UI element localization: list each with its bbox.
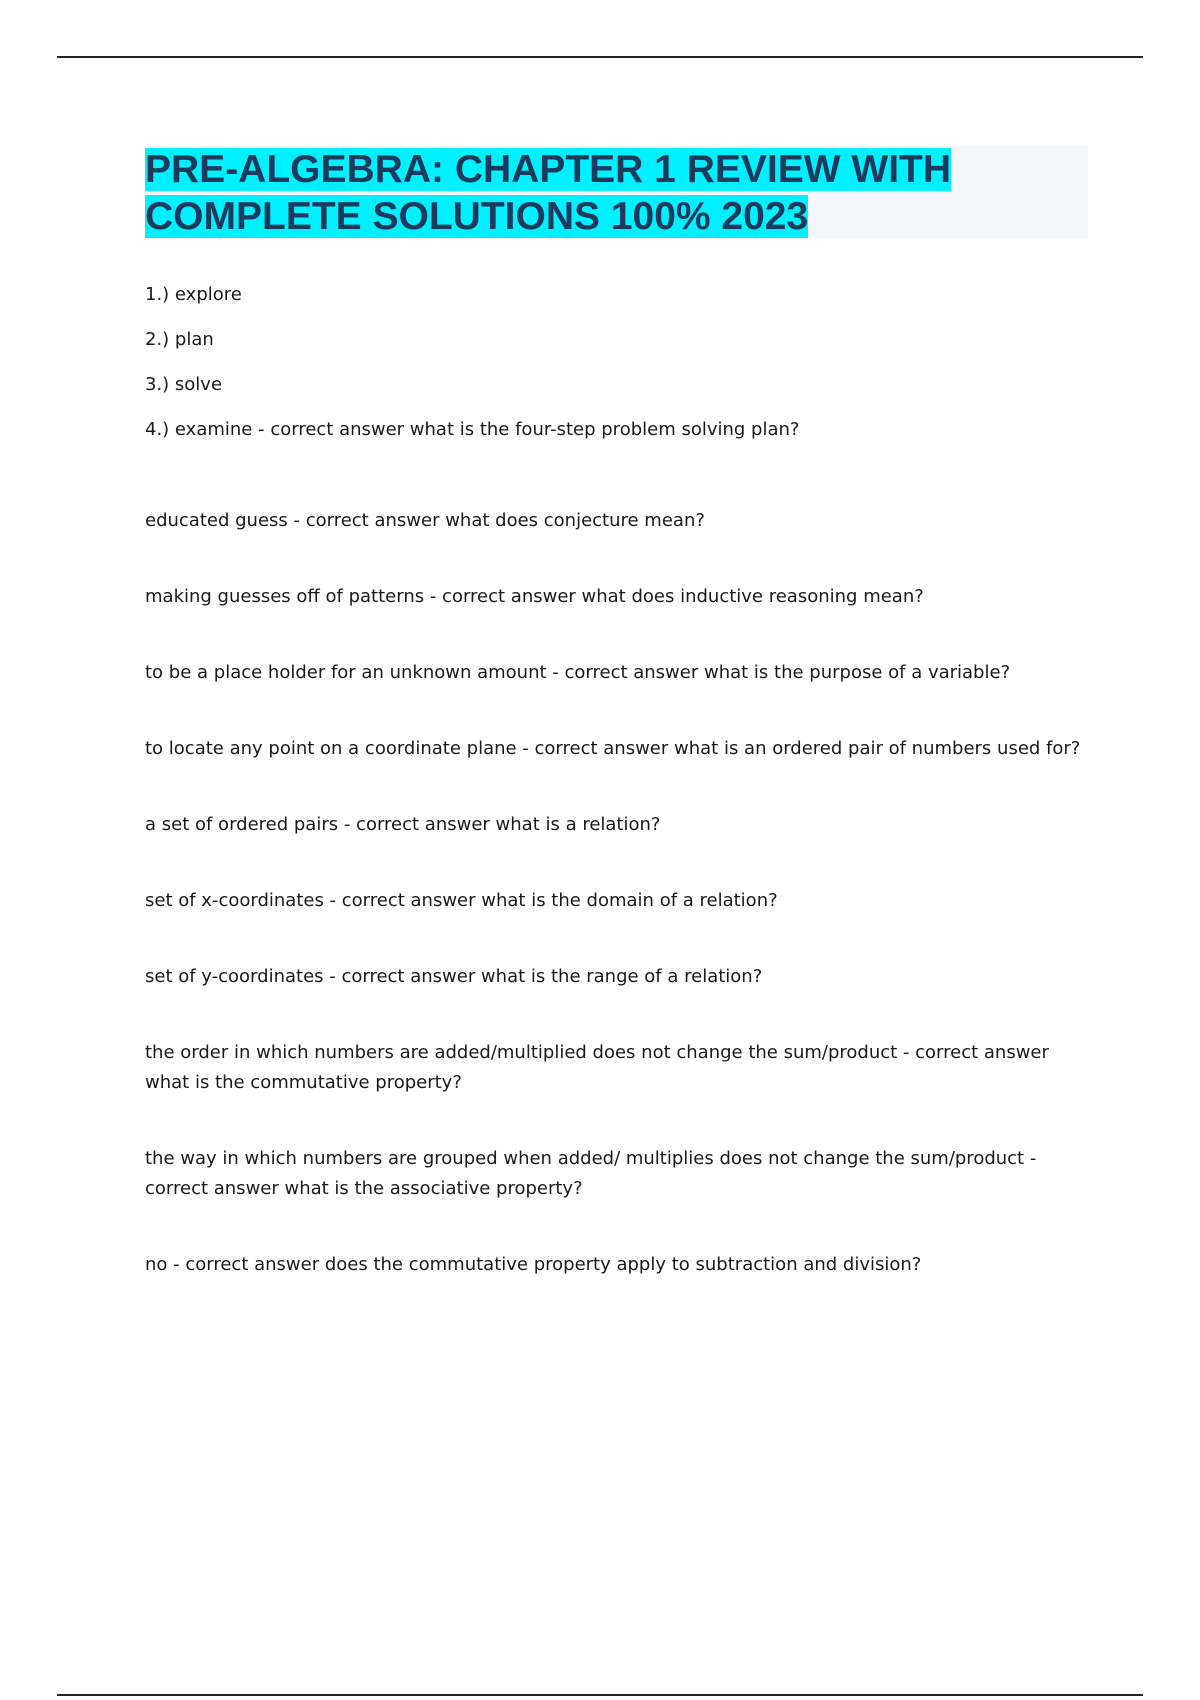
qa-item: a set of ordered pairs - correct answer what is a relation?	[145, 814, 661, 835]
page-title	[145, 146, 1088, 240]
qa-item: to be a place holder for an unknown amount - correct answer what is the purpose of a variable?	[145, 662, 1011, 683]
qa-item: making guesses off of patterns - correct answer what does inductive reasoning mean?	[145, 586, 924, 607]
qa-item: the order in which numbers are added/multiplied does not change the sum/product - correct answer what is the commutative property?	[145, 1042, 1049, 1093]
step-item: 1.) explore	[145, 284, 242, 305]
qa-item: educated guess - correct answer what does conjecture mean?	[145, 510, 705, 531]
top-rule	[57, 56, 1143, 58]
title-highlight: PRE-ALGEBRA: CHAPTER 1 REVIEW WITH COMPLETE SOLUTIONS 100% 2023	[145, 148, 952, 238]
step-item: 4.) examine - correct answer what is the four-step problem solving plan?	[145, 419, 800, 440]
step-item: 3.) solve	[145, 374, 223, 395]
title-block	[145, 146, 1088, 238]
qa-item: set of x-coordinates - correct answer what is the domain of a relation?	[145, 890, 778, 911]
document-body	[145, 280, 1085, 1280]
qa-item: set of y-coordinates - correct answer what is the range of a relation?	[145, 966, 763, 987]
qa-item: the way in which numbers are grouped when added/ multiplies does not change the sum/product - correct answer what is the associative property?	[145, 1148, 1037, 1199]
qa-item: to locate any point on a coordinate plane - correct answer what is an ordered pair of numbers used for?	[145, 738, 1081, 759]
qa-item: no - correct answer does the commutative property apply to subtraction and division?	[145, 1254, 922, 1275]
bottom-rule	[57, 1694, 1143, 1696]
step-item: 2.) plan	[145, 329, 214, 350]
